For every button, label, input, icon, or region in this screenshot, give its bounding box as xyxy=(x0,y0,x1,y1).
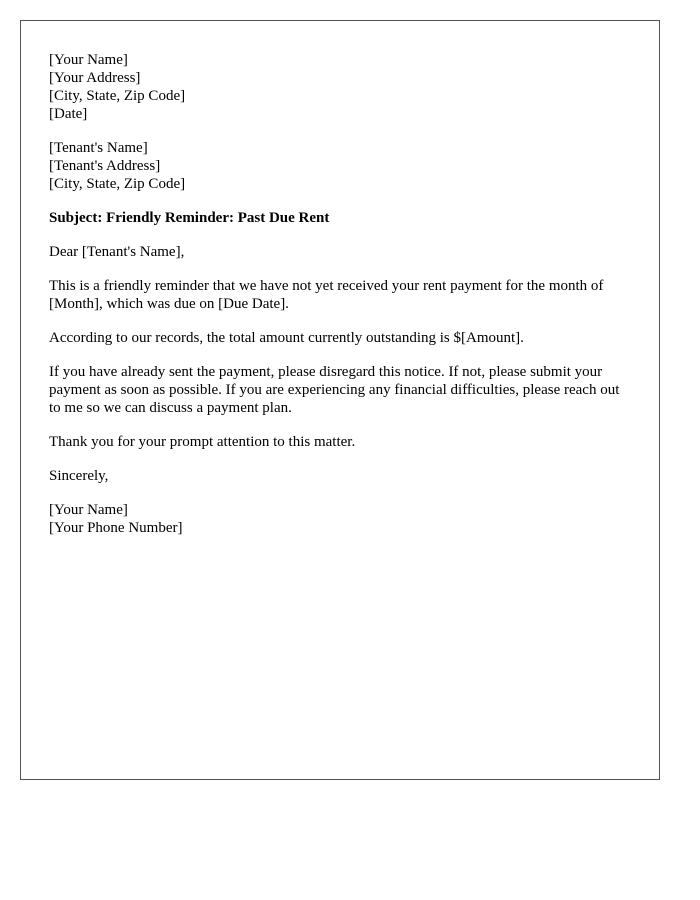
recipient-block xyxy=(49,139,631,193)
signature-name: [Your Name] xyxy=(49,502,128,518)
letter-page xyxy=(20,20,660,780)
recipient-address: [Tenant's Address] xyxy=(49,158,161,174)
body-paragraph-3: If you have already sent the payment, please disregard this notice. If not, please submit your payment as soon as possible. If you are experiencing any financial difficulties, please reach out to me so we can discuss a payment plan. xyxy=(49,364,620,416)
greeting: Dear [Tenant's Name], xyxy=(49,244,185,260)
letter-date: [Date] xyxy=(49,106,88,122)
subject-line: Subject: Friendly Reminder: Past Due Rent xyxy=(49,210,330,226)
sender-city-state-zip: [City, State, Zip Code] xyxy=(49,88,186,104)
signature-phone: [Your Phone Number] xyxy=(49,520,183,536)
recipient-city-state-zip: [City, State, Zip Code] xyxy=(49,176,186,192)
sender-block xyxy=(49,51,631,123)
signature-block xyxy=(49,501,631,537)
sender-address: [Your Address] xyxy=(49,70,141,86)
sender-name: [Your Name] xyxy=(49,52,128,68)
closing: Sincerely, xyxy=(49,468,109,484)
recipient-name: [Tenant's Name] xyxy=(49,140,148,156)
body-paragraph-4: Thank you for your prompt attention to this matter. xyxy=(49,434,356,450)
body-paragraph-1: This is a friendly reminder that we have not yet received your rent payment for the month of [Month], which was due on [Due Date]. xyxy=(49,278,604,312)
body-paragraph-2: According to our records, the total amount currently outstanding is $[Amount]. xyxy=(49,330,524,346)
